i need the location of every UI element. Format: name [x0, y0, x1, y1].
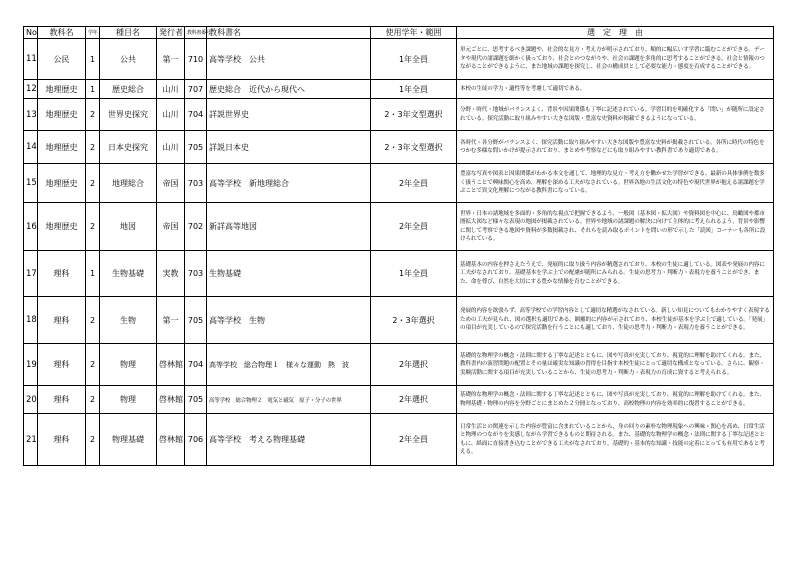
header-book: 教科書名 — [207, 27, 371, 39]
row-no: 14 — [24, 131, 38, 164]
row-book: 高等学校 新地理総合 — [207, 164, 371, 203]
row-book: 歴史総合 近代から現代へ — [207, 80, 371, 99]
table-row — [24, 414, 774, 466]
row-reason: 分野・時代・地域がバランスよく、背景や因果関係も丁寧に記述されている。学習目的を明確化する「問い」が随所に設定されている。探究活動に取り組みやすい大きな図版・豊富な史資料が掲載できるようになっている。 — [457, 99, 774, 131]
row-grade: 2 — [86, 99, 100, 131]
table-row — [24, 131, 774, 164]
row-reason: 豊富な写真や図表と因果関係がわかる本文を通して、地理的な見方・考え方を働かせた学習ができる。最新の具体事例を数多く扱うことで興味関心を高め、理解を深める工夫がなされている。世界各地の生活文化の特色や現代世界が抱える諸課題を学ぶことで異文化理解につながる教科書になっている。 — [457, 164, 774, 203]
row-publisher: 帝国 — [157, 164, 185, 203]
row-subject: 理科 — [38, 251, 86, 297]
row-course: 日本史探究 — [100, 131, 157, 164]
row-book: 新詳高等地図 — [207, 203, 371, 251]
row-usage: 2年選択 — [371, 344, 457, 386]
row-reason: 本校の生徒の学力・適性等を考慮して適切である。 — [457, 80, 774, 99]
row-no: 21 — [24, 414, 38, 466]
row-code: 704 — [185, 99, 207, 131]
row-reason: 基礎基本の内容を押さえたうえで、発展的に取り扱う内容が精選されており、本校の生徒に適している。図表や発展の内容に工夫がなされており、基礎基本を学ぶ上での配慮が随所にみられる。生徒の思考力・判断力・表現力を養うことができ、また、命を尊び、自然を大切にする豊かな情操を育むことができる。 — [457, 251, 774, 297]
row-course: 歴史総合 — [100, 80, 157, 99]
header-no: No — [24, 27, 38, 39]
row-usage: 2年全員 — [371, 164, 457, 203]
row-code: 703 — [185, 251, 207, 297]
header-reason: 選 定 理 由 — [457, 27, 774, 39]
row-publisher: 第一 — [157, 297, 185, 344]
row-grade: 1 — [86, 251, 100, 297]
row-subject: 公民 — [38, 39, 86, 80]
header-publisher: 発行者 — [157, 27, 185, 39]
table-row — [24, 344, 774, 386]
row-book: 生物基礎 — [207, 251, 371, 297]
row-reason: 基礎的な物理学の概念・法則に関する丁寧な記述とともに、図や写真が充実しており、視覚的に理解を助けてくれる。また、物理基礎・物理の内容を分野ごとにまとめた２分冊となっており、高校物理の内容を効率的に復習することができる。 — [457, 386, 774, 414]
header-row — [24, 27, 774, 39]
row-reason: 日常生活との関連を示した内容が豊富に含まれていることから、身の回りの素朴な物理現象への興味・関心を高め、日常生活と物理のつながりを実感しながら学習できるものと期待される。また、基礎的な物理学の概念・法則に関する丁寧な記述とともに、紙面に直接書き込むことができる工夫がなされており、基礎的・基本的な知識・技能の定着にとっても有用であると考える。 — [457, 414, 774, 466]
row-publisher: 啓林館 — [157, 414, 185, 466]
row-usage: 2・3年文型選択 — [371, 99, 457, 131]
table-row — [24, 203, 774, 251]
row-code: 704 — [185, 344, 207, 386]
row-usage: 1年全員 — [371, 80, 457, 99]
header-course: 種目名 — [100, 27, 157, 39]
row-publisher: 啓林館 — [157, 386, 185, 414]
row-book: 高等学校 生物 — [207, 297, 371, 344]
row-no: 18 — [24, 297, 38, 344]
row-no: 20 — [24, 386, 38, 414]
row-course: 物理 — [100, 344, 157, 386]
row-no: 12 — [24, 80, 38, 99]
row-grade: 2 — [86, 131, 100, 164]
row-grade: 2 — [86, 344, 100, 386]
row-publisher: 帝国 — [157, 203, 185, 251]
row-reason: 単元ごとに、思考するべき課題や、社会的な見方・考え方が明示されており、順的に幅広いす学習に臨むことができる。データや現代の諸課題を細かく扱っており、社会とのつながりや、社会の課題を多角的に思考することができる。社会と情報のつながることができるように、また地域の課題を探究し、社会の構成員として必要な能力・態度を育成することができる。 — [457, 39, 774, 80]
row-publisher: 山川 — [157, 80, 185, 99]
table-row — [24, 297, 774, 344]
row-subject: 理科 — [38, 414, 86, 466]
row-usage: 1年全員 — [371, 251, 457, 297]
table-row — [24, 80, 774, 99]
row-usage: 2年全員 — [371, 414, 457, 466]
row-course: 地理総合 — [100, 164, 157, 203]
row-course: 物理 — [100, 386, 157, 414]
row-code: 703 — [185, 164, 207, 203]
row-publisher: 山川 — [157, 131, 185, 164]
row-subject: 地理歴史 — [38, 131, 86, 164]
row-grade: 2 — [86, 203, 100, 251]
row-reason: 基礎的な物理学の概念・法則に関する丁寧な記述とともに、図や写真が充実しており、視覚的に理解を助けてくれる。また、教科書内の演習問題の配置とその量は確実な知識の習得を目指す本校生徒にとって適切な構成となっている。さらに、観察・実験活動に関する項目が充実していることから、生徒の思考力・判断力・表現力の育成に資すると考えられる。 — [457, 344, 774, 386]
row-book: 詳説日本史 — [207, 131, 371, 164]
table-row — [24, 386, 774, 414]
row-usage: 2年全員 — [371, 203, 457, 251]
table-row — [24, 39, 774, 80]
row-book: 高等学校 公共 — [207, 39, 371, 80]
row-code: 705 — [185, 131, 207, 164]
row-subject: 理科 — [38, 297, 86, 344]
row-no: 13 — [24, 99, 38, 131]
table-row — [24, 251, 774, 297]
row-grade: 2 — [86, 297, 100, 344]
header-subject: 教科名 — [38, 27, 86, 39]
row-usage: 2・3年選択 — [371, 297, 457, 344]
row-usage: 2・3年文型選択 — [371, 131, 457, 164]
row-code: 705 — [185, 386, 207, 414]
row-book: 高等学校 総合物理１ 様々な運動 熱 波 — [207, 344, 371, 386]
row-usage: 2年選択 — [371, 386, 457, 414]
row-code: 702 — [185, 203, 207, 251]
row-subject: 理科 — [38, 344, 86, 386]
row-course: 世界史探究 — [100, 99, 157, 131]
row-book: 詳説世界史 — [207, 99, 371, 131]
row-no: 17 — [24, 251, 38, 297]
row-course: 生物 — [100, 297, 157, 344]
row-subject: 地理歴史 — [38, 80, 86, 99]
row-subject: 地理歴史 — [38, 164, 86, 203]
row-code: 705 — [185, 297, 207, 344]
row-reason: 各時代・各分野がバランスよく、探究活動に取り組みやすい大きな図版や豊富な史料が掲載されている。各所に時代の特色をつかむ多様な問いかけが提示されており、まとめや考察などにも取り組みやすい教科書であり適切である。 — [457, 131, 774, 164]
row-course: 物理基礎 — [100, 414, 157, 466]
row-no: 19 — [24, 344, 38, 386]
header-code: 教科書番号 — [185, 27, 207, 39]
row-grade: 2 — [86, 414, 100, 466]
row-subject: 地理歴史 — [38, 99, 86, 131]
row-course: 生物基礎 — [100, 251, 157, 297]
row-book: 高等学校 考える物理基礎 — [207, 414, 371, 466]
row-no: 16 — [24, 203, 38, 251]
table-row — [24, 164, 774, 203]
row-course: 地図 — [100, 203, 157, 251]
row-reason: 世界・日本の諸地域を多面的・多角的な視点で把握できるよう、一般図（基本図・拡大図）や資料図を中心に、鳥瞰図や都市圏拡大図など様々な表現の地図が掲載されている。世界や地域の諸課題の解決に向けて主体的に考えられるよう、背景や影響に関して考察できる地図や資料が多数掲載され、それらを読み取るポイントを問いの形で示した「読図」コーナーも各所に設けられている。 — [457, 203, 774, 251]
row-subject: 地理歴史 — [38, 203, 86, 251]
row-course: 公共 — [100, 39, 157, 80]
row-grade: 1 — [86, 80, 100, 99]
row-code: 710 — [185, 39, 207, 80]
row-code: 706 — [185, 414, 207, 466]
row-no: 11 — [24, 39, 38, 80]
row-publisher: 実教 — [157, 251, 185, 297]
row-usage: 1年全員 — [371, 39, 457, 80]
row-grade: 1 — [86, 39, 100, 80]
row-book: 高等学校 総合物理２ 電気と磁気 原子・分子の世界 — [207, 386, 371, 414]
row-subject: 理科 — [38, 386, 86, 414]
header-grade: 学年 — [86, 27, 100, 39]
row-publisher: 山川 — [157, 99, 185, 131]
row-grade: 2 — [86, 386, 100, 414]
table-row — [24, 99, 774, 131]
row-reason: 発展的内容を欲張らず、高等学校での学習内容として適切な精選がなされている。新しい知見についてもわかりやすく表現するための工夫が見られ、図の選択も適切である。網羅的に内容が示されており、本校生徒が基本を学ぶ上で適している。「発展」の項目が充実しているので探究活動を行うことにも適しており、生徒の思考力・判断力・表現力を養うことができる。 — [457, 297, 774, 344]
row-publisher: 第一 — [157, 39, 185, 80]
header-usage: 使用学年・範囲 — [371, 27, 457, 39]
row-publisher: 啓林館 — [157, 344, 185, 386]
row-grade: 2 — [86, 164, 100, 203]
row-code: 707 — [185, 80, 207, 99]
row-no: 15 — [24, 164, 38, 203]
textbook-selection-table — [23, 26, 774, 466]
